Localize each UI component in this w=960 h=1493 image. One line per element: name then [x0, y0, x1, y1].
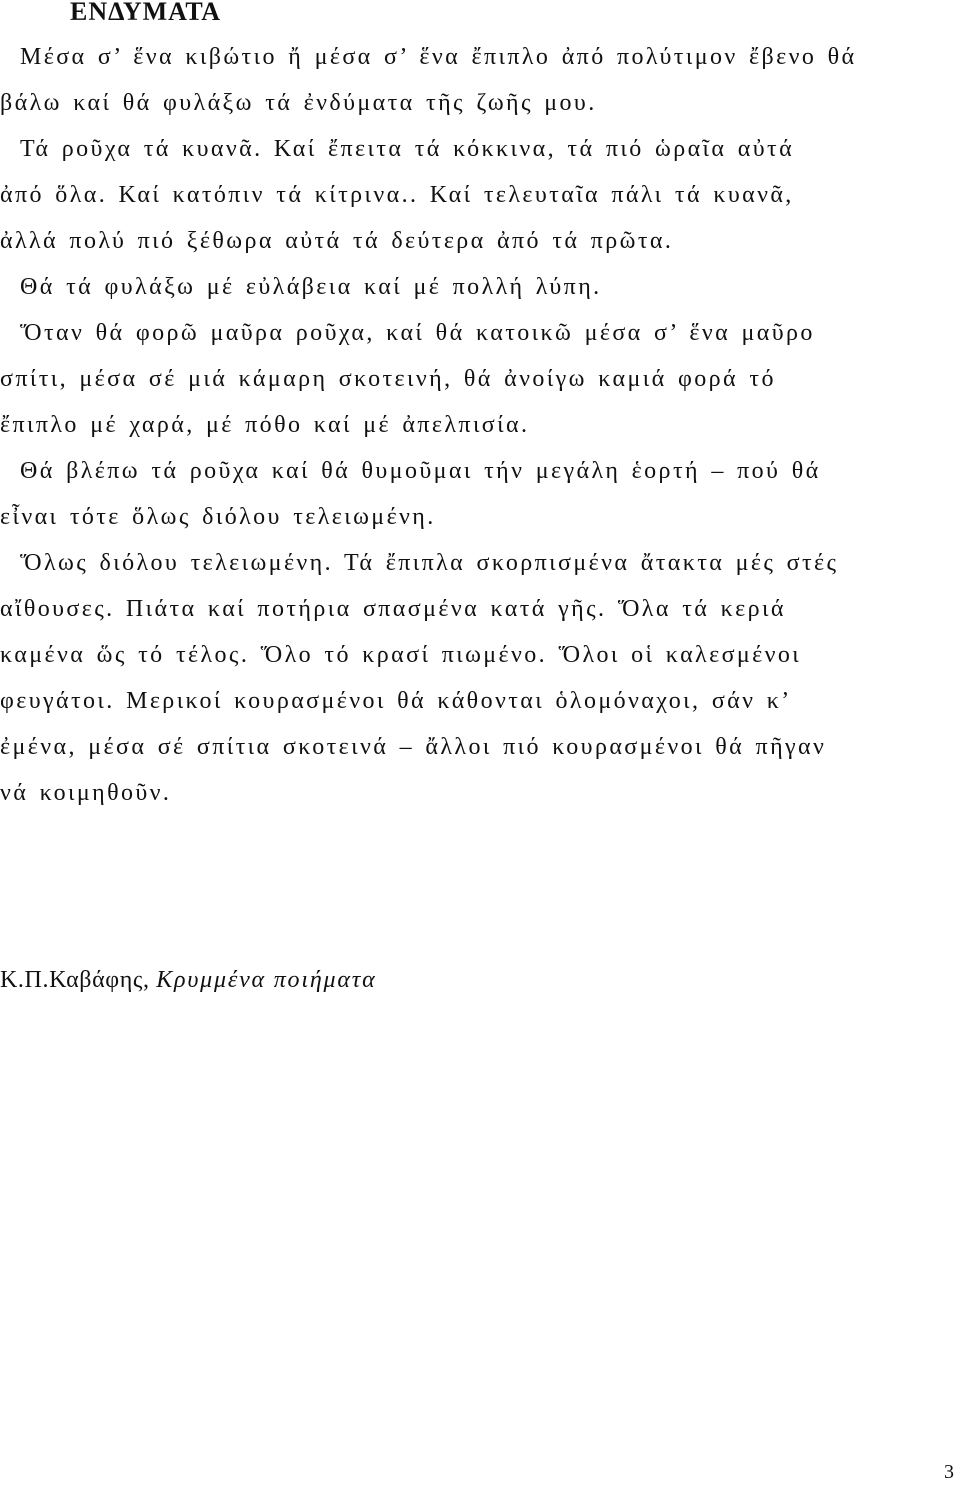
poem-line: σπίτι, μέσα σέ μιά κάμαρη σκοτεινή, θά ἀνοίγω καμιά φορά τό — [0, 366, 776, 392]
poem-line: Μέσα σ’ ἕνα κιβώτιο ἤ μέσα σ’ ἕνα ἔπιπλο ἀπό πολύτιμον ἔβενο θά — [20, 44, 857, 70]
poem-line: νά κοιμηθοῦν. — [0, 780, 172, 806]
poem-line: ἀλλά πολύ πιό ξέθωρα αὐτά τά δεύτερα ἀπό τά πρῶτα. — [0, 228, 674, 254]
poem-line: Τά ροῦχα τά κυανᾶ. Καί ἔπειτα τά κόκκινα, τά πιό ὡραῖα αὐτά — [20, 136, 795, 162]
poem-line: Ὅλως διόλου τελειωμένη. Τά ἔπιπλα σκορπισμένα ἄτακτα μές στές — [20, 550, 839, 576]
attribution — [0, 965, 377, 995]
page-number: 3 — [944, 1461, 954, 1483]
poem-line: βάλω καί θά φυλάξω τά ἐνδύματα τῆς ζωῆς μου. — [0, 90, 597, 116]
author-name: Κ.Π.Καβάφης, — [0, 967, 150, 993]
poem-line: εἶναι τότε ὅλως διόλου τελειωμένη. — [0, 504, 436, 530]
poem-title: ΕΝΔΥΜΑΤΑ — [70, 0, 222, 26]
poem-line: φευγάτοι. Μερικοί κουρασμένοι θά κάθονται ὁλομόναχοι, σάν κ’ — [0, 688, 792, 714]
poem-line: ἔπιπλο μέ χαρά, μέ πόθο καί μέ ἀπελπισία. — [0, 412, 530, 438]
poem-line: Θά βλέπω τά ροῦχα καί θά θυμοῦμαι τήν μεγάλη ἑορτή – πού θά — [20, 458, 821, 484]
poem-line: Θά τά φυλάξω μέ εὐλάβεια καί μέ πολλή λύπη. — [20, 274, 602, 300]
poem-line: ἀπό ὅλα. Καί κατόπιν τά κίτρινα.. Καί τελευταῖα πάλι τά κυανᾶ, — [0, 182, 794, 208]
poem-line: ἐμένα, μέσα σέ σπίτια σκοτεινά – ἄλλοι πιό κουρασμένοι θά πῆγαν — [0, 734, 827, 760]
poem-line: Ὅταν θά φορῶ μαῦρα ροῦχα, καί θά κατοικῶ μέσα σ’ ἕνα μαῦρο — [20, 320, 815, 346]
poem-line: αἴθουσες. Πιάτα καί ποτήρια σπασμένα κατά γῆς. Ὅλα τά κεριά — [0, 596, 786, 622]
poem-line: καμένα ὥς τό τέλος. Ὅλο τό κρασί πιωμένο. Ὅλοι οἱ καλεσμένοι — [0, 642, 802, 668]
work-title: Κρυμμένα ποιήματα — [156, 967, 377, 993]
